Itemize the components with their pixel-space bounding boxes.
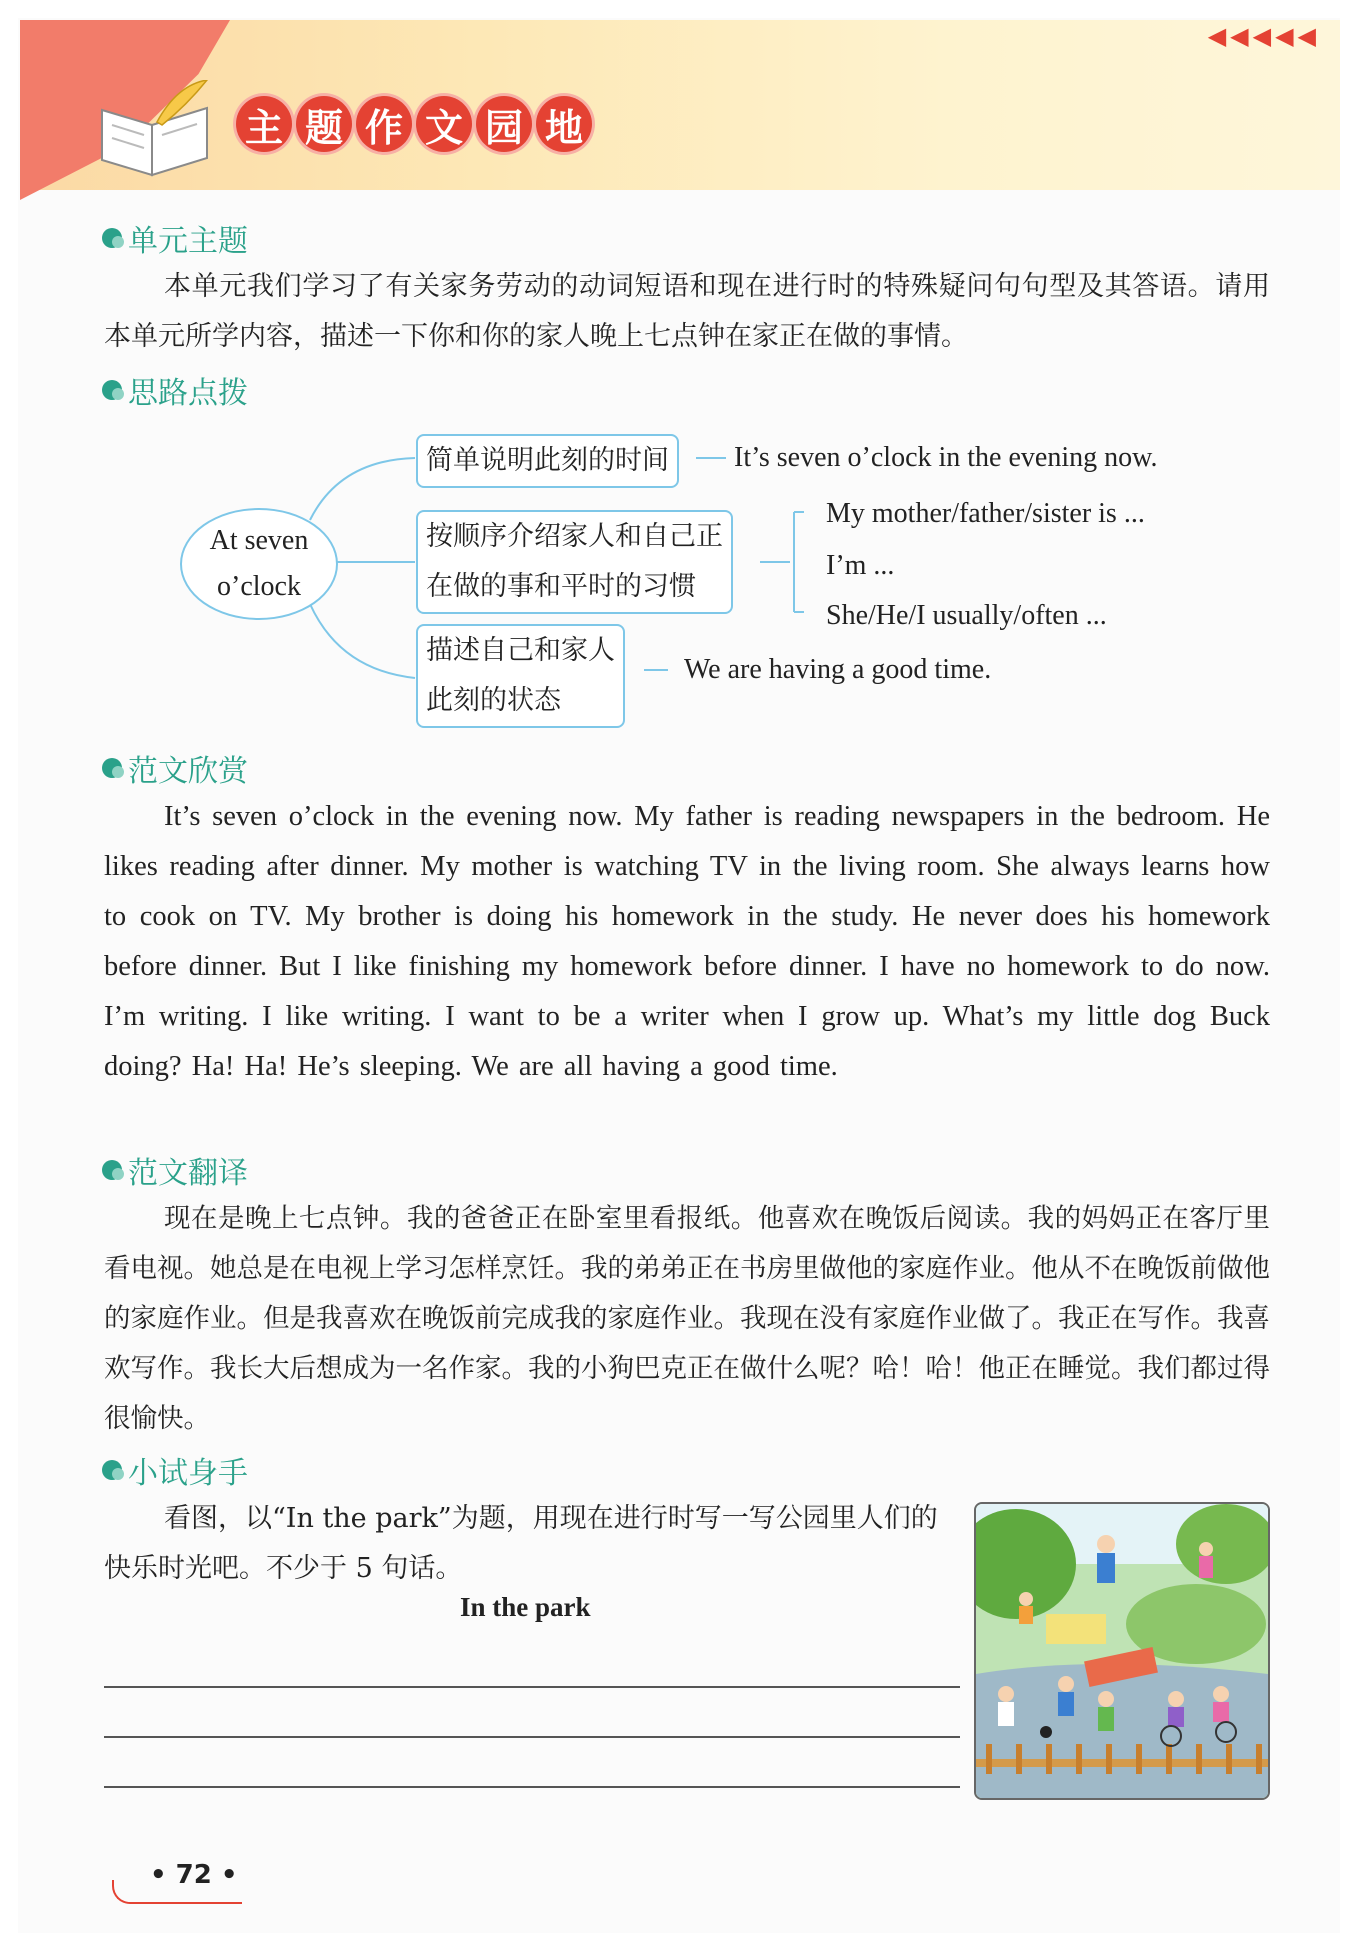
bullet-icon	[102, 1460, 122, 1480]
root-line: At seven	[209, 525, 309, 556]
bullet-icon	[102, 228, 122, 248]
section-heading-model	[102, 746, 248, 790]
bullet-icon	[102, 758, 122, 778]
arrows-decoration: ◀◀◀◀◀	[1207, 22, 1320, 50]
section-heading-label: 小试身手	[128, 1456, 248, 1491]
title-char: 文	[416, 96, 472, 152]
practice-line-1: 看图，以“In the park”为题，用现在进行时写一写公园里人们的	[164, 1503, 938, 1534]
section-heading-label: 单元主题	[128, 224, 248, 259]
writing-line[interactable]	[104, 1786, 960, 1788]
mind-map-root	[180, 508, 338, 620]
essay-title: In the park	[460, 1592, 591, 1622]
practice-line-2: 快乐时光吧。不少于 5 句话。	[104, 1553, 463, 1584]
mind-map-item: She/He/I usually/often ...	[826, 600, 1107, 631]
root-line: o’clock	[217, 571, 301, 602]
model-essay-paragraph: It’s seven o’clock in the evening now. My father is reading newspapers in the bedroom. He likes reading after dinner. My mother is watching TV in the living room. She always learns how to cook on TV. My brother is doing his homework in the study. He never does his homework before dinner. But I like finishing my homework before dinner. I have no homework to do now. I’m writing. I like writing. I want to be a writer when I grow up. What’s my little dog Buck doing? Ha! Ha! He’s sleeping. We are all having a good time.	[104, 801, 1270, 1082]
title-char: 园	[476, 96, 532, 152]
title-char: 题	[296, 96, 352, 152]
writing-line[interactable]	[104, 1686, 960, 1688]
mind-map-text-state: We are having a good time.	[684, 654, 992, 685]
writing-line[interactable]	[104, 1736, 960, 1738]
translation-paragraph: 现在是晚上七点钟。我的爸爸正在卧室里看报纸。他喜欢在晚饭后阅读。我的妈妈正在客厅里看电视。她总是在电视上学习怎样烹饪。我的弟弟正在书房里做他的家庭作业。他从不在晚饭前做他的家庭作业。但是我喜欢在晚饭前完成我的家庭作业。我现在没有家庭作业做了。我正在写作。我喜欢写作。我长大后想成为一名作家。我的小狗巴克正在做什么呢？哈！哈！他正在睡觉。我们都过得很愉快。	[104, 1203, 1270, 1434]
mind-map-item: I’m ...	[826, 550, 895, 581]
mind-map-box-time: 简单说明此刻的时间	[416, 434, 679, 488]
bullet-icon	[102, 1160, 122, 1180]
section-heading-translation	[102, 1148, 248, 1192]
section-heading-practice	[102, 1448, 248, 1492]
mind-map-text-time: It’s seven o’clock in the evening now.	[734, 442, 1158, 473]
box-line: 按顺序介绍家人和自己正	[426, 521, 723, 552]
page-title	[236, 96, 592, 152]
section-heading-label: 思路点拨	[128, 376, 248, 411]
mind-map-box-state	[416, 624, 625, 728]
page-number: • 72 •	[150, 1860, 238, 1890]
box-line: 此刻的状态	[426, 685, 561, 716]
title-char: 作	[356, 96, 412, 152]
box-line: 在做的事和平时的习惯	[426, 571, 696, 602]
mind-map-item: My mother/father/sister is ...	[826, 498, 1145, 529]
bullet-icon	[102, 380, 122, 400]
section-heading-theme	[102, 216, 248, 260]
theme-paragraph: 本单元我们学习了有关家务劳动的动词短语和现在进行时的特殊疑问句句型及其答语。请用本单元所学内容，描述一下你和你的家人晚上七点钟在家正在做的事情。	[104, 271, 1270, 352]
section-heading-label: 范文欣赏	[128, 754, 248, 789]
box-line: 描述自己和家人	[426, 635, 615, 666]
title-char: 主	[236, 96, 292, 152]
mind-map-box-family	[416, 510, 733, 614]
section-heading-label: 范文翻译	[128, 1156, 248, 1191]
section-heading-ideas	[102, 368, 248, 412]
title-char: 地	[536, 96, 592, 152]
open-book-icon	[92, 80, 222, 180]
park-illustration	[974, 1502, 1270, 1800]
